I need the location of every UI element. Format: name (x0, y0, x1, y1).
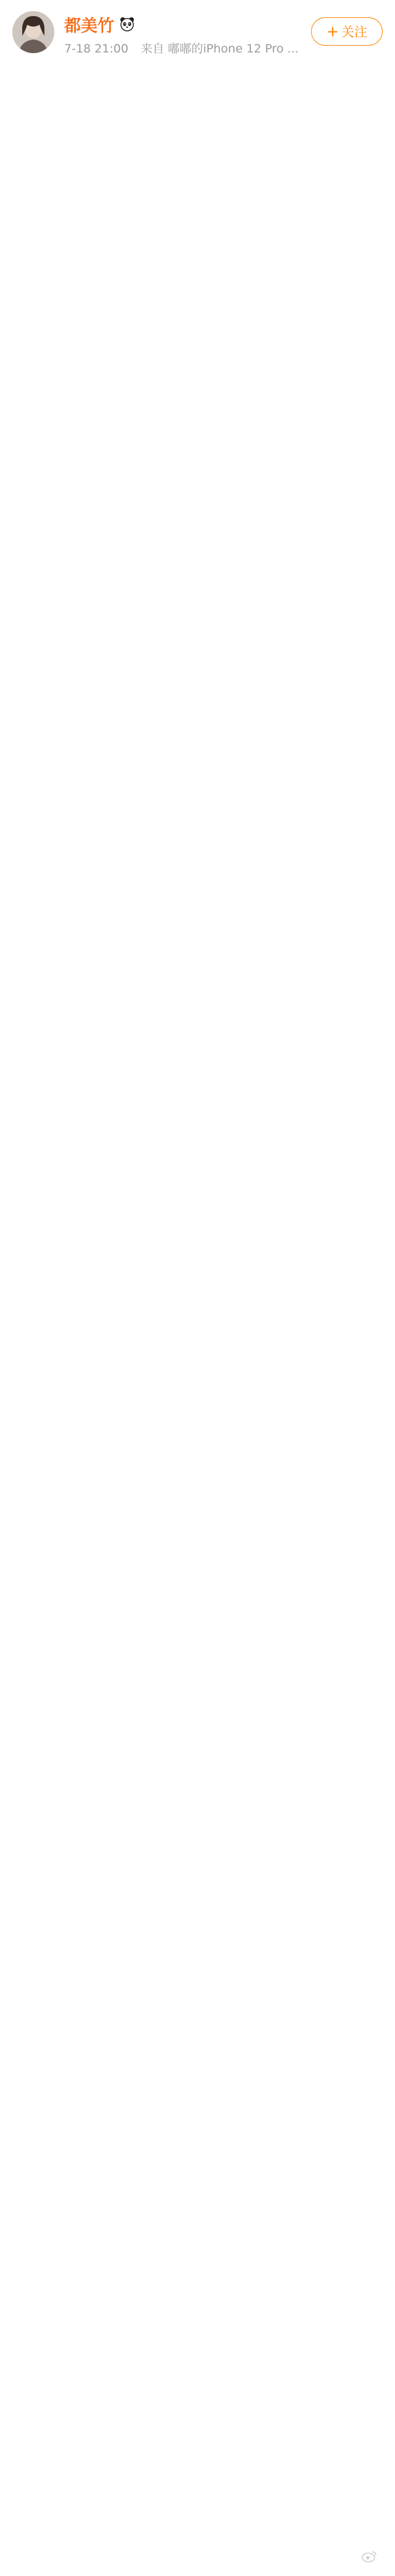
weibo-logo-icon (362, 2550, 378, 2562)
plus-icon: + (326, 23, 339, 40)
post-meta (64, 40, 302, 56)
user-info (64, 14, 302, 56)
panda-icon (119, 16, 135, 32)
follow-button[interactable] (311, 17, 383, 46)
post-time: 7-18 21:00 (64, 42, 128, 56)
post-body (0, 63, 395, 2509)
follow-button-label: 关注 (341, 25, 368, 40)
post-header (0, 0, 395, 63)
post-source: 来自 嘟嘟的iPhone 12 Pro ... (140, 42, 299, 56)
username[interactable]: 都美竹 (64, 16, 114, 36)
weibo-watermark (362, 2550, 381, 2562)
avatar-image (12, 11, 54, 53)
avatar[interactable] (12, 11, 54, 53)
name-row (64, 14, 302, 35)
